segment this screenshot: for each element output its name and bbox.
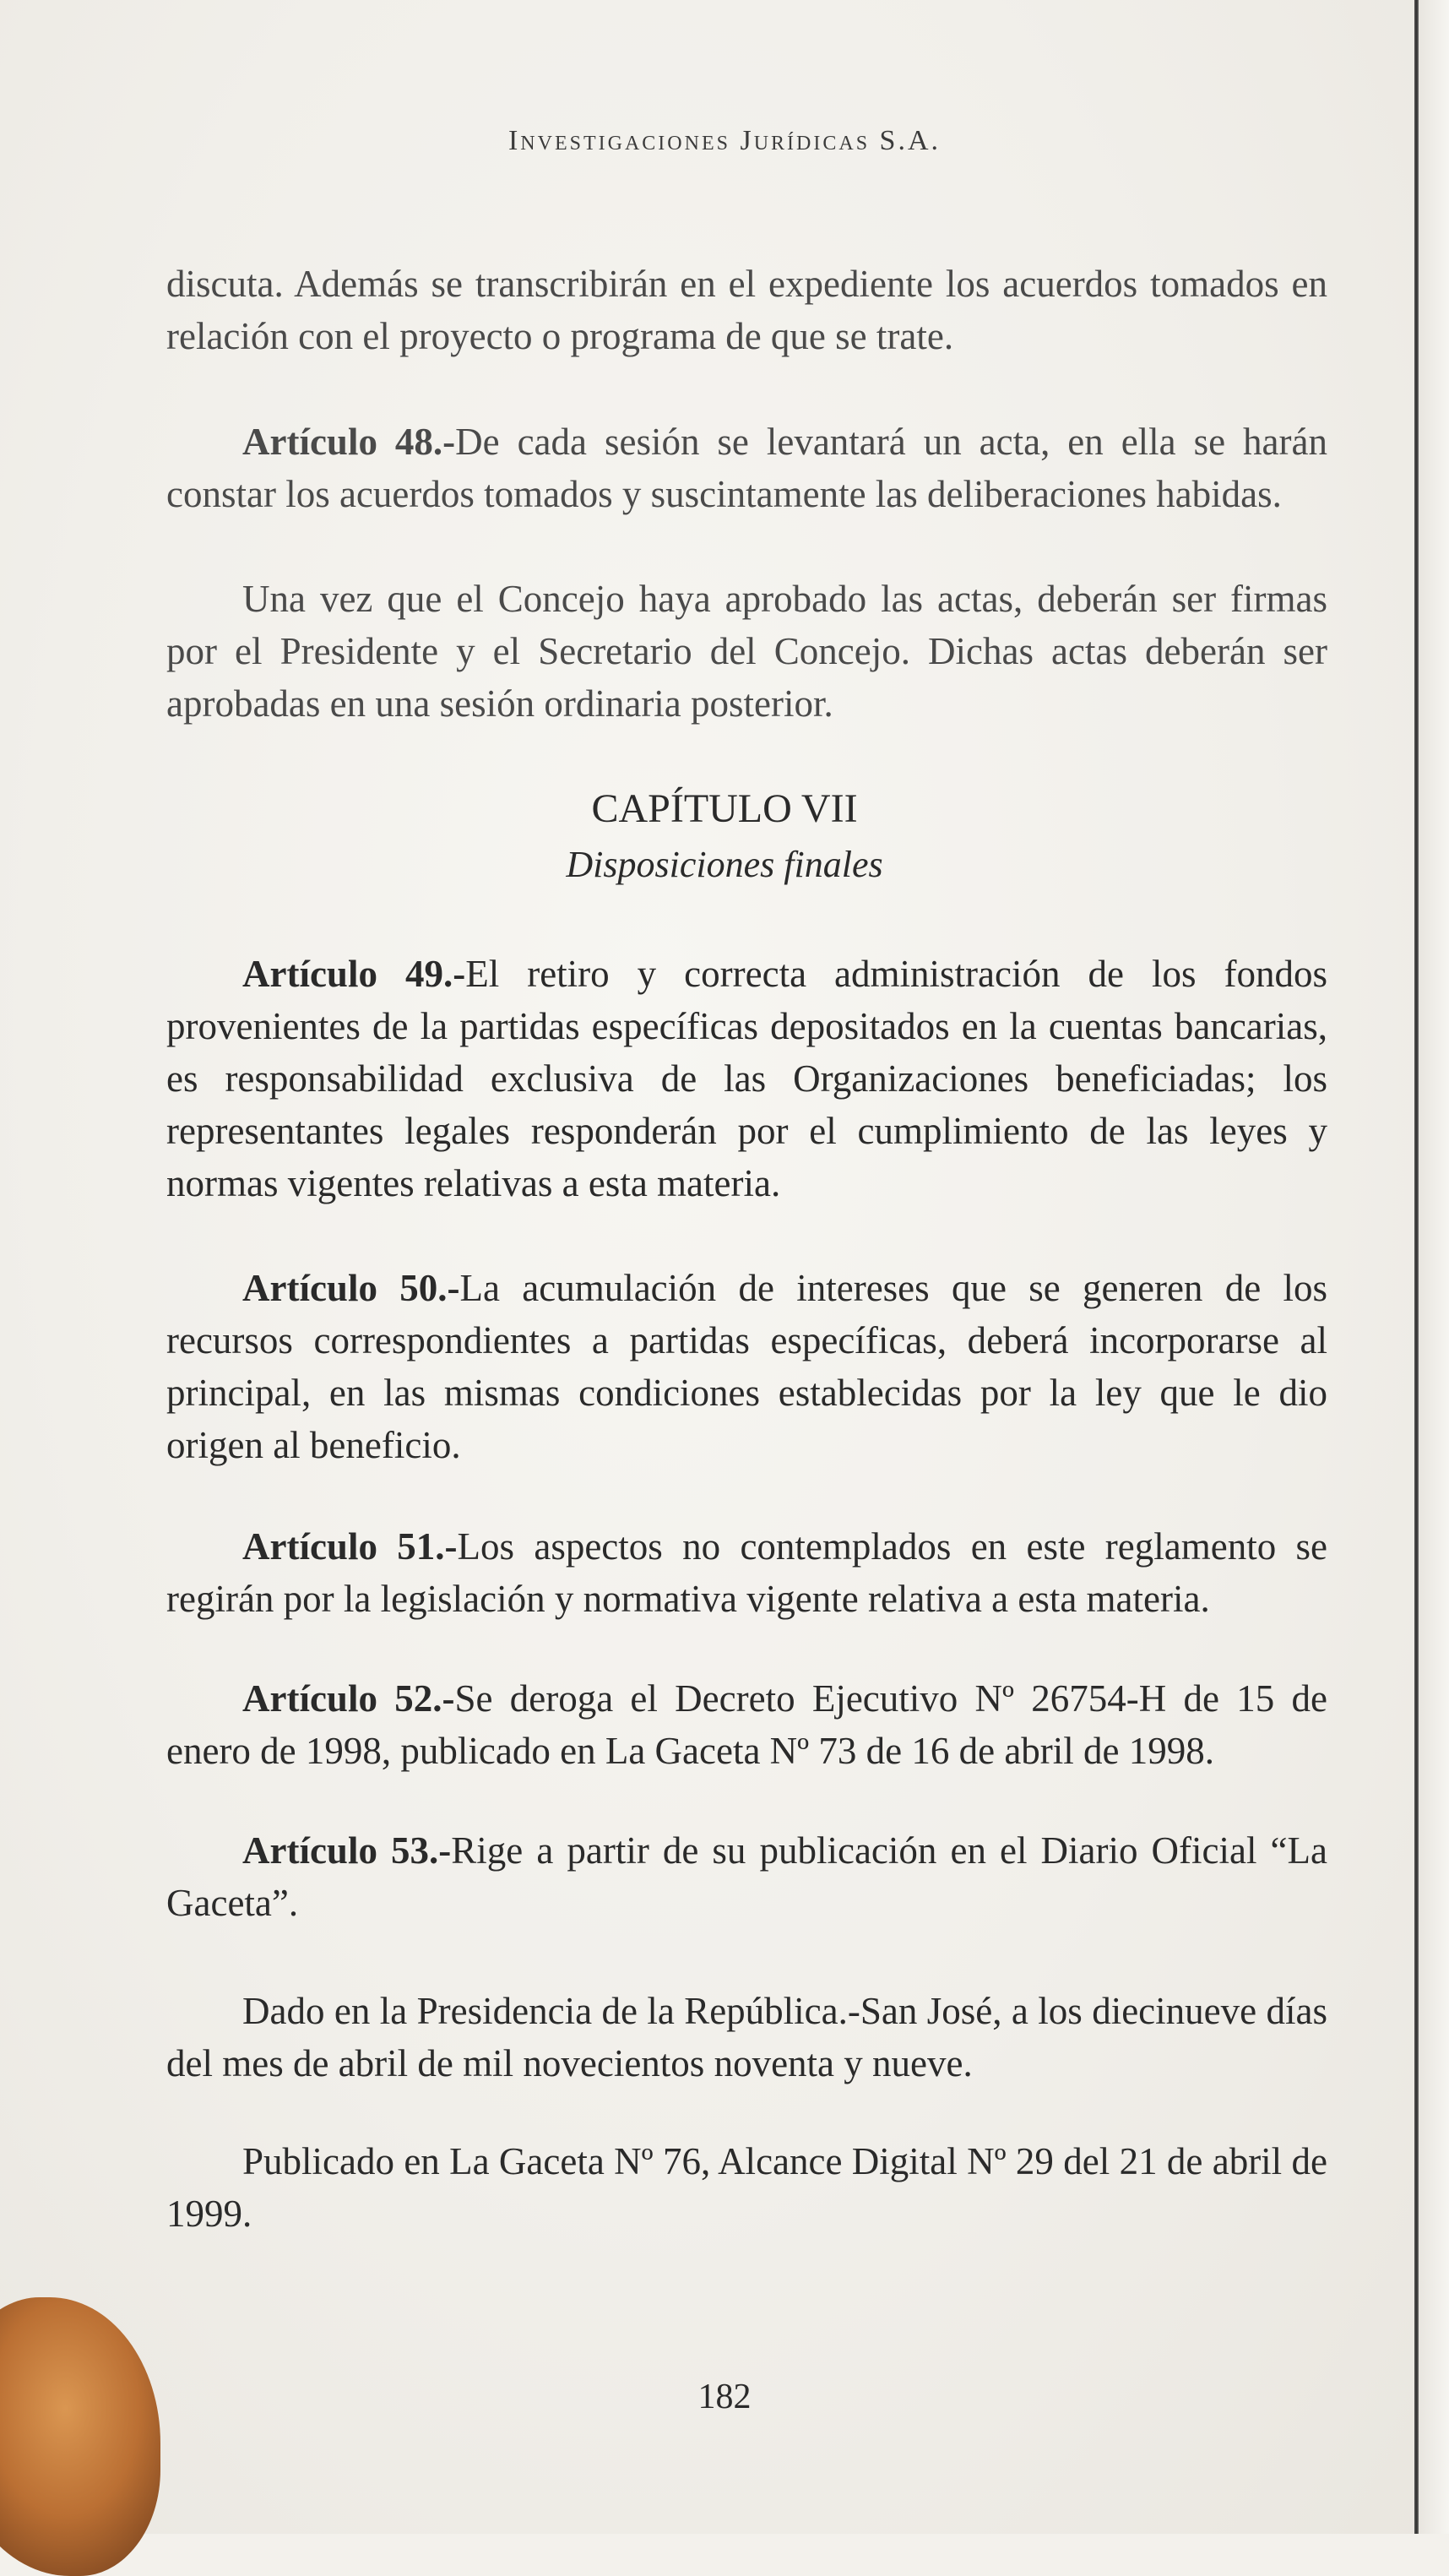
article-48-label: Artículo 48.-: [242, 421, 456, 463]
publicado-text: Publicado en La Gaceta Nº 76, Alcance Digital Nº 29 del 21 de abril de 1999.: [166, 2140, 1327, 2235]
publicado-paragraph: [166, 2135, 1327, 2240]
article-48-paragraph-2: [166, 573, 1327, 730]
article-52-text: Se deroga el Decreto Ejecutivo Nº 26754-H de 15 de enero de 1998, publicado en La Gaceta Nº 73 de 16 de abril de 1998.: [166, 1677, 1327, 1772]
running-header: Investigaciones Jurídicas S.A.: [507, 125, 942, 156]
article-53-label: Artículo 53.-: [242, 1829, 452, 1872]
article-48-paragraph-2-text: Una vez que el Concejo haya aprobado las actas, deberán ser firmas por el Presidente y el Secretario del Concejo. Dichas actas deberán ser aprobadas en una sesión ordinaria posterior.: [166, 578, 1327, 725]
page-number: 182: [697, 2378, 752, 2416]
article-50-label: Artículo 50.-: [242, 1267, 460, 1309]
article-49-text: El retiro y correcta administración de los fondos provenientes de la partidas específicas depositados en la cuentas bancarias, es responsabilidad exclusiva de las Organizaciones beneficiadas; los representantes legales responderán por el cumplimiento de las leyes y normas vigentes relativas a esta materia.: [166, 953, 1327, 1204]
article-48-text: De cada sesión se levantará un acta, en ella se harán constar los acuerdos tomados y suscintamente las deliberaciones habidas.: [166, 421, 1327, 515]
article-52-label: Artículo 52.-: [242, 1677, 455, 1720]
article-51: [166, 1520, 1327, 1625]
page-edge-shadow: [1419, 0, 1449, 2534]
article-52: [166, 1672, 1327, 1777]
article-53-text: Rige a partir de su publicación en el Diario Oficial “La Gaceta”.: [166, 1829, 1327, 1924]
dado-en-text: Dado en la Presidencia de la República.-San José, a los diecinueve días del mes de abril de mil novecientos noventa y nueve.: [166, 1990, 1327, 2084]
article-51-label: Artículo 51.-: [242, 1525, 458, 1568]
chapter-subtitle: Disposiciones finales: [566, 844, 883, 885]
page-edge-line: [1414, 0, 1419, 2534]
article-50: [166, 1262, 1327, 1471]
article-49-label: Artículo 49.-: [242, 953, 466, 995]
dado-en-paragraph: [166, 1985, 1327, 2090]
paragraph-continuation-text: discuta. Además se transcribirán en el expediente los acuerdos tomados en relación con el proyecto o programa de que se trate.: [166, 263, 1327, 357]
article-51-text: Los aspectos no contemplados en este reglamento se regirán por la legislación y normativa vigente relativa a esta materia.: [166, 1525, 1328, 1620]
paragraph-continuation: [166, 258, 1327, 362]
thumb-photo-artifact: [0, 2297, 160, 2576]
article-49: [166, 948, 1327, 1209]
article-50-text: La acumulación de intereses que se generen de los recursos correspondientes a partidas específicas, deberá incorporarse al principal, en las mismas condiciones establecidas por la ley que le dio origen al beneficio.: [166, 1267, 1327, 1466]
article-48: [166, 416, 1327, 520]
chapter-title: CAPÍTULO VII: [591, 786, 858, 831]
article-53: [166, 1824, 1327, 1929]
